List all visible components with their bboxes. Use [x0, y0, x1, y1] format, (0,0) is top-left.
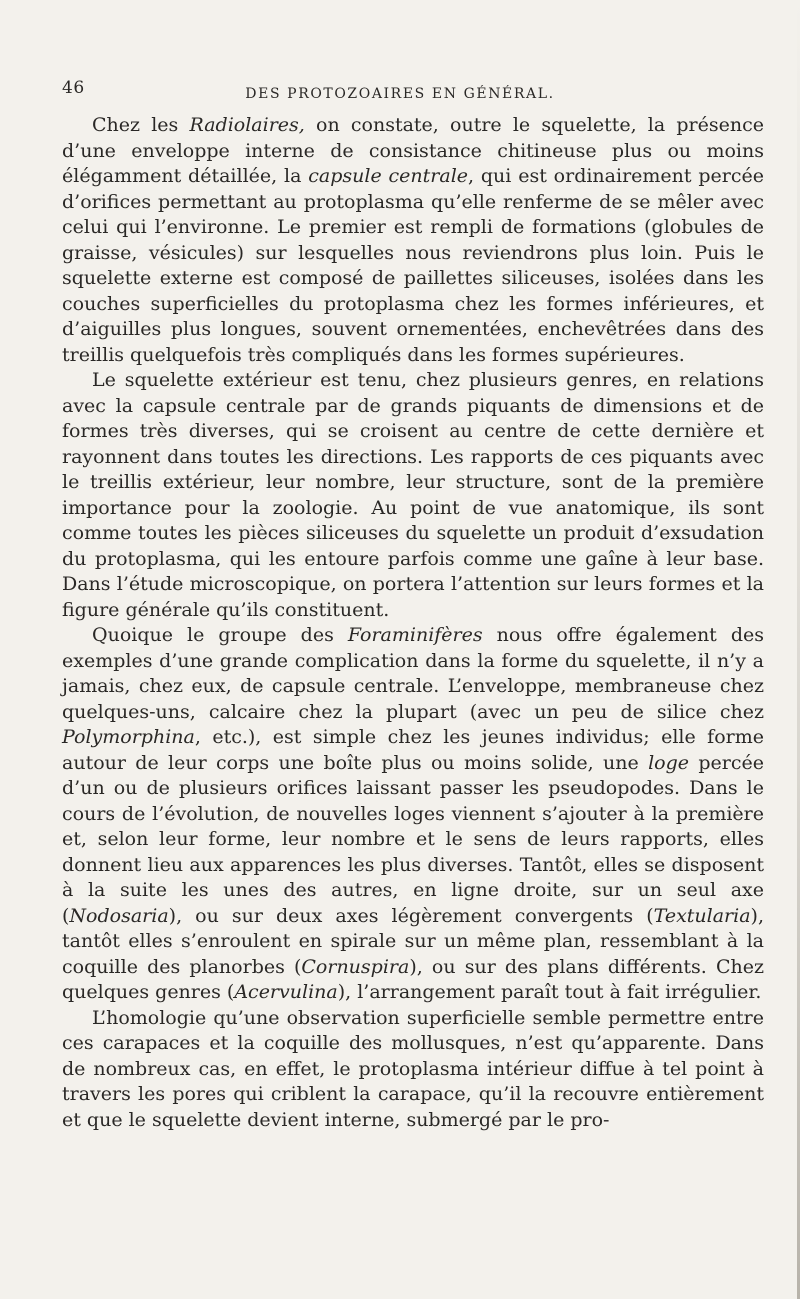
taxon-nodosaria: Nodosaria: [69, 904, 169, 927]
taxon-foraminiferes: Foraminifères: [347, 624, 483, 646]
term-loge: loge: [648, 751, 690, 774]
body-text: [62, 113, 764, 1133]
taxon-cornuspira: Cornuspira: [301, 955, 410, 978]
paragraph-squelette-exterieur: Le squelette extérieur est tenu, chez plusieurs genres, en relations avec la capsule centrale par de grands piquants de dimensions et de formes très diverses, qui se croisent au centre de cette dernière et rayonnent dans toutes les directions. Les rapports de ces piquants avec le treillis extérieur, leur nombre, leur structure, sont de la première importance pour la zoologie. Au point de vue anatomique, ils sont comme toutes les pièces siliceuses du squelette un produit d’exsudation du protoplasma, qui les entoure parfois comme une gaîne à leur base. Dans l’étude microscopique, on portera l’attention sur leurs formes et la figure générale qu’ils constituent.: [62, 369, 764, 621]
taxon-radiolaires: Radiolaires,: [189, 114, 305, 136]
taxon-textularia: Textularia: [653, 904, 751, 927]
paragraph-radiolaires: Chez les Radiolaires, on constate, outre le squelette, la présence d’une enveloppe interne de consistance chitineuse plus ou moins élégamment détaillée, la capsule centrale, qui est ordinairement percée d’orifices permettant au protoplasma qu’elle renferme de se mêler avec celui qui l’environne. Le premier est rempli de formations (globules de graisse, vésicules) sur lesquelles nous reviendrons plus loin. Puis le squelette externe est composé de paillettes siliceuses, isolées dans les couches superficielles du protoplasma chez les formes inférieures, et d’aiguilles plus longues, souvent ornementées, enchevêtrées dans des treillis quelquefois très compliqués dans les formes supérieures.: [62, 114, 765, 366]
paragraph-foraminiferes: Quoique le groupe des Foraminifères nous offre également des exemples d’une grande complication dans la forme du squelette, il n’y a jamais, chez eux, de capsule centrale. L’enveloppe, membraneuse chez quelques-uns, calcaire chez la plupart (avec un peu de silice chez Polymorphina, etc.), est simple chez les jeunes individus; elle forme autour de leur corps une boîte plus ou moins solide, une loge percée d’un ou de plusieurs orifices laissant passer les pseudopodes. Dans le cours de l’évolution, de nouvelles loges viennent s’ajouter à la première et, selon leur forme, leur nombre et le sens de leurs rapports, elles donnent lieu aux apparences les plus diverses. Tantôt, elles se disposent à la suite les unes des autres, en ligne droite, sur un seul axe (Nodosaria), ou sur deux axes légèrement convergents (Textularia), tantôt elles s’enroulent en spirale sur un même plan, ressemblant à la coquille des planorbes (Cornuspira), ou sur des plans différents. Chez quelques genres (Acervulina), l’arrangement paraît tout à fait irrégulier.: [62, 624, 765, 1003]
term-capsule-centrale: capsule centrale: [308, 165, 469, 187]
page-number: 46: [62, 78, 85, 98]
taxon-acervulina: Acervulina: [234, 981, 338, 1003]
paragraph-homologie: L’homologie qu’une observation superficielle semble permettre entre ces carapaces et la coquille des mollusques, n’est qu’apparente. Dans de nombreux cas, en effet, le protoplasma intérieur diffue à tel point à travers les pores qui criblent la carapace, qu’il la recouvre entièrement et que le squelette devient interne, submergé par le pro-: [62, 1006, 764, 1131]
taxon-polymorphina: Polymorphina: [62, 726, 195, 748]
running-title: DES PROTOZOAIRES EN GÉNÉRAL.: [245, 86, 555, 102]
